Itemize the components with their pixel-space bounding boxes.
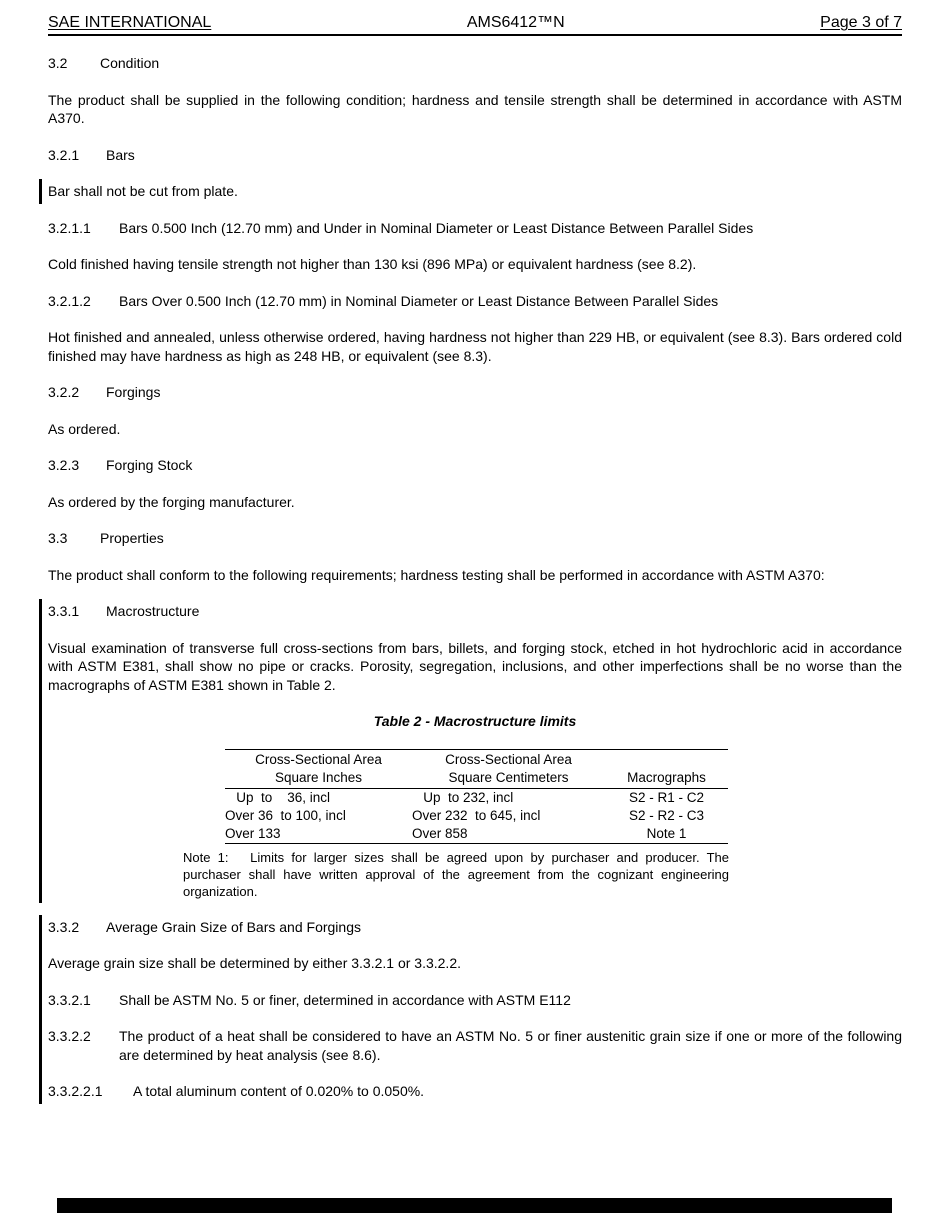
- table-header-square-inches: [225, 749, 412, 788]
- section-number: 3.3.2.2.1: [48, 1083, 103, 1099]
- table-cell: Up to 232, incl: [412, 789, 514, 805]
- paragraph-3-3-2: Average grain size shall be determined by either 3.3.2.1 or 3.3.2.2.: [48, 955, 461, 971]
- change-bar: [39, 179, 42, 204]
- section-number: 3.3.1: [48, 603, 80, 619]
- numbered-paragraph-3-3-2-2-1: [48, 1082, 902, 1101]
- header-page-number: Page 3 of 7: [820, 14, 902, 31]
- table-row: [225, 825, 728, 844]
- section-heading-3-2: [48, 54, 902, 73]
- page-header: [48, 13, 902, 36]
- header-line: Cross-Sectional Area: [445, 751, 572, 767]
- table-cell: Up to 36, incl: [225, 789, 331, 805]
- section-title: Forging Stock: [106, 457, 193, 473]
- section-heading-3-3-2: [48, 918, 902, 937]
- numbered-paragraph-3-3-2-1: [48, 991, 902, 1010]
- section-number: 3.2.1.1: [48, 219, 91, 236]
- header-org: SAE INTERNATIONAL: [48, 14, 212, 31]
- table-header-square-centimeters: [412, 749, 605, 788]
- section-heading-3-2-1-2: [48, 292, 902, 311]
- header-doc-number: AMS6412™N: [466, 14, 565, 31]
- table-2-caption: Table 2 - Macrostructure limits: [373, 713, 577, 729]
- section-number: 3.2.1: [48, 146, 80, 163]
- section-heading-3-2-1-1: [48, 219, 902, 238]
- section-title: Average Grain Size of Bars and Forgings: [106, 918, 361, 935]
- changed-section-3-3-1: [48, 602, 902, 900]
- section-number: 3.3: [48, 530, 68, 546]
- bottom-scan-bar: [57, 1198, 892, 1213]
- section-number: 3.2.1.2: [48, 292, 91, 309]
- section-number: 3.2: [48, 55, 68, 71]
- table-cell: S2 - R1 - C2: [628, 789, 705, 805]
- table-cell: S2 - R2 - C3: [628, 807, 705, 823]
- section-title: Properties: [100, 530, 164, 546]
- table-header-row: [225, 749, 728, 788]
- section-heading-3-2-1: [48, 146, 902, 165]
- changed-section-3-2-1: [48, 182, 902, 201]
- section-heading-3-2-2: [48, 383, 902, 402]
- paragraph-3-2-1-2: Hot finished and annealed, unless otherwise ordered, having hardness not higher than 229 HB, or equivalent (see 8.3). Bars ordered cold finished may have hardness as high as 248 HB, or equivalent (see 8.3).: [48, 329, 902, 364]
- table-cell: Over 858: [412, 825, 468, 841]
- header-line: Square Centimeters: [448, 769, 569, 785]
- paragraph-3-3-1: Visual examination of transverse full cross-sections from bars, billets, and forging stock, etched in hot hydrochloric acid in accordance with ASTM E381, shall show no pipe or cracks. Porosity, segregation, inclusions, and other imperfections shall be no worse than the macrographs of ASTM E381 shown in Table 2.: [48, 639, 902, 693]
- paragraph-text: A total aluminum content of 0.020% to 0.050%.: [133, 1083, 425, 1099]
- paragraph-3-2-2: As ordered.: [48, 420, 121, 437]
- section-title: Forgings: [106, 384, 161, 400]
- section-title: Bars 0.500 Inch (12.70 mm) and Under in Nominal Diameter or Least Distance Between Parallel Sides: [119, 219, 754, 236]
- paragraph-3-2-1: Bar shall not be cut from plate.: [48, 183, 238, 199]
- paragraph-3-2-3: As ordered by the forging manufacturer.: [48, 493, 295, 510]
- table-row: [225, 788, 728, 807]
- table-cell: Over 232 to 645, incl: [412, 807, 541, 823]
- section-number: 3.3.2.1: [48, 991, 91, 1008]
- paragraph-text: The product of a heat shall be considered to have an ASTM No. 5 or finer austenitic grain size if one or more of the following are determined by heat analysis (see 8.6).: [119, 1028, 902, 1063]
- section-heading-3-2-3: [48, 456, 902, 475]
- paragraph-3-2-1-1: Cold finished having tensile strength not higher than 130 ksi (896 MPa) or equivalent hardness (see 8.2).: [48, 256, 697, 272]
- document-body: [48, 54, 902, 1101]
- table-row: [225, 807, 728, 825]
- section-title: Bars: [106, 146, 135, 163]
- table-cell: Over 133: [225, 825, 281, 841]
- change-bar: [39, 599, 42, 903]
- section-number: 3.2.3: [48, 457, 80, 473]
- table-2-note-1: Note 1: Limits for larger sizes shall be agreed upon by purchaser and producer. The purchaser shall have written approval of the agreement from the cognizant engineering organization.: [183, 849, 729, 899]
- table-header-macrographs: Macrographs: [627, 769, 706, 785]
- section-number: 3.3.2.2: [48, 1028, 91, 1044]
- numbered-paragraph-3-3-2-2: [48, 1027, 902, 1064]
- header-line: Square Inches: [274, 769, 363, 785]
- section-number: 3.3.2: [48, 918, 80, 935]
- section-number: 3.2.2: [48, 384, 80, 400]
- paragraph-3-3: The product shall conform to the following requirements; hardness testing shall be performed in accordance with ASTM A370:: [48, 566, 825, 583]
- section-heading-3-3-1: [48, 602, 902, 621]
- section-title: Bars Over 0.500 Inch (12.70 mm) in Nominal Diameter or Least Distance Between Parallel Sides: [119, 292, 719, 309]
- table-cell: Note 1: [646, 825, 687, 841]
- change-bar: [39, 915, 42, 1104]
- macrostructure-limits-table: [225, 749, 728, 844]
- table-cell: Over 36 to 100, incl: [225, 807, 346, 823]
- changed-section-3-3-2: [48, 918, 902, 1101]
- header-line: Cross-Sectional Area: [255, 751, 382, 767]
- section-title: Macrostructure: [106, 603, 200, 619]
- section-title: Condition: [100, 55, 160, 71]
- paragraph-3-2: The product shall be supplied in the following condition; hardness and tensile strength shall be determined in accordance with ASTM A370.: [48, 91, 902, 126]
- section-heading-3-3: [48, 529, 902, 548]
- paragraph-text: Shall be ASTM No. 5 or finer, determined in accordance with ASTM E112: [119, 991, 571, 1008]
